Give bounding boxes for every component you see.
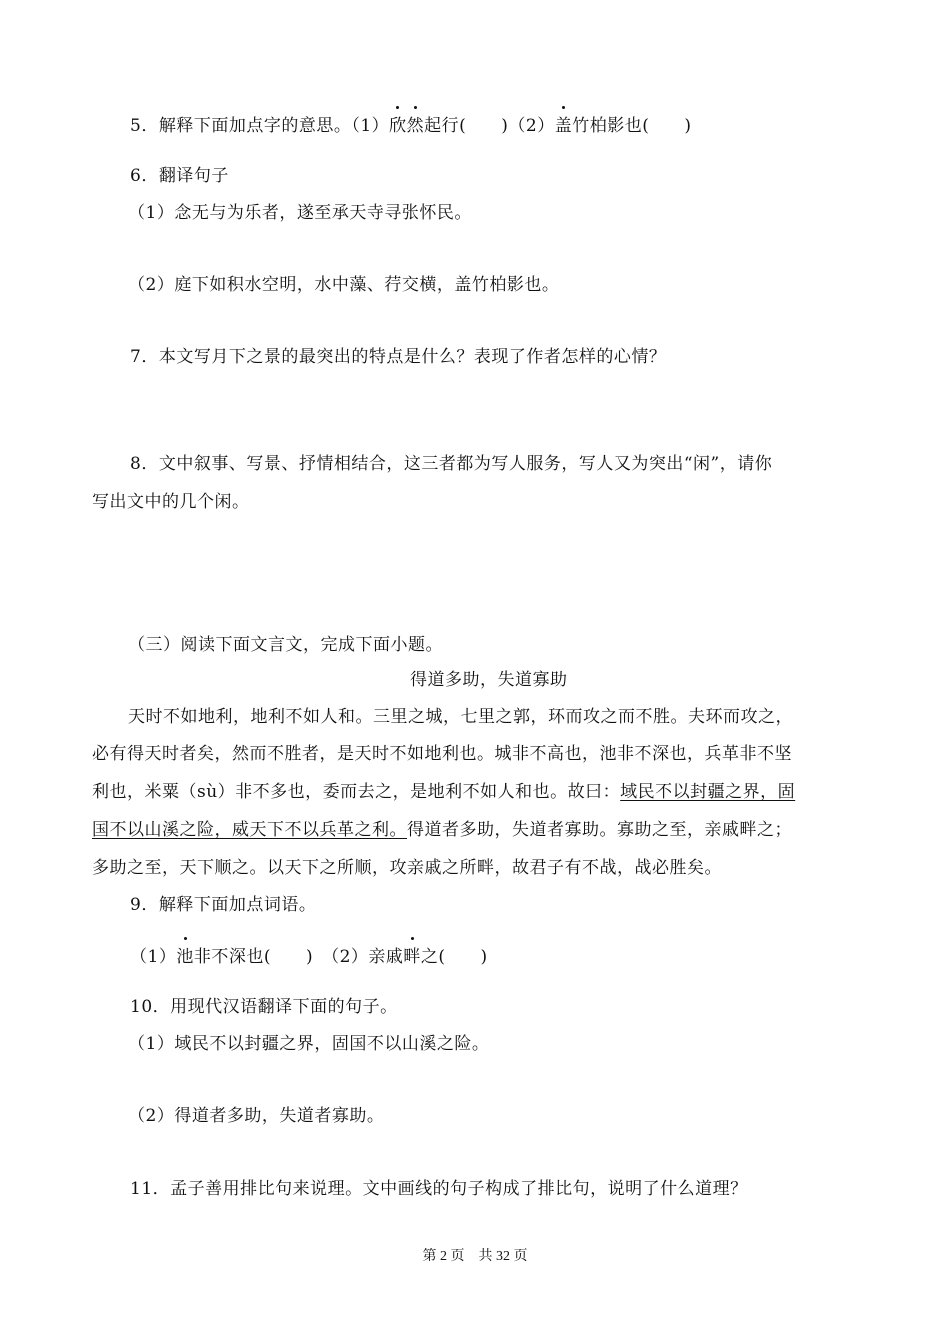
q5-dotted-char-3: 盖 (554, 116, 573, 136)
q5-item2-rest: 竹柏影也( ) (572, 116, 692, 136)
passage-line-4 (92, 819, 792, 841)
passage-underlined-2: 国不以山溪之险，威天下不以兵革之利。 (92, 820, 407, 840)
q9-dotted-char-1: 池 (176, 947, 194, 967)
passage-underlined-1: 域民不以封疆之界，固 (620, 782, 796, 802)
question-9-title: 9．解释下面加点词语。 (130, 895, 317, 915)
passage-title: 得道多助，失道寡助 (410, 670, 568, 690)
question-8-line-1: 8．文中叙事、写景、抒情相结合，这三者都为写人服务，写人又为突出“闲”，请你 (130, 454, 773, 474)
question-5 (130, 115, 692, 137)
passage-line-4-text: 得道者多助，失道者寡助。寡助之至，亲戚畔之； (407, 820, 792, 840)
q5-dotted-char-1: 欣 (389, 116, 407, 136)
q5-item2-label: （2） (508, 116, 555, 136)
q9-item1-rest: 非不深也( ) (193, 947, 331, 967)
passage-line-3 (92, 781, 795, 803)
question-6-sentence-2: （2）庭下如积水空明，水中藻、荇交横，盖竹柏影也。 (128, 275, 560, 295)
question-8-line-2: 写出文中的几个闲。 (92, 492, 250, 512)
page-footer: 第 2 页 共 32 页 (422, 1249, 528, 1264)
section-3-intro: （三）阅读下面文言文，完成下面小题。 (128, 635, 443, 655)
question-7: 7．本文写月下之景的最突出的特点是什么？表现了作者怎样的心情？ (130, 347, 667, 367)
passage-line-3-text: 利也，米粟（sù）非不多也，委而去之，是地利不如人和也。故曰： (92, 782, 621, 802)
q5-item1-rest: 起行( ) (424, 116, 509, 136)
question-6-sentence-1: （1）念无与为乐者，遂至承天寺寻张怀民。 (128, 203, 472, 223)
question-10-title: 10．用现代汉语翻译下面的句子。 (130, 997, 398, 1017)
q9-item2-rest: 之( ) (420, 947, 488, 967)
q9-item2-label: （2）亲戚 (330, 947, 404, 967)
q5-dotted-char-2: 然 (406, 116, 425, 136)
passage-line-2: 必有得天时者矣，然而不胜者，是天时不如地利也。城非不高也，池非不深也，兵革非不坚 (92, 744, 792, 764)
q9-dotted-char-2: 畔 (403, 947, 421, 967)
passage-line-1: 天时不如地利，地利不如人和。三里之城，七里之郭，环而攻之而不胜。夫环而攻之， (128, 707, 793, 727)
q9-item1-label: （1） (130, 947, 177, 967)
question-10-sentence-2: （2）得道者多助，失道者寡助。 (128, 1106, 385, 1126)
question-9-items (130, 946, 488, 968)
q5-prefix: 5．解释下面加点字的意思。（1） (130, 116, 390, 136)
question-11: 11．孟子善用排比句来说理。文中画线的句子构成了排比句，说明了什么道理？ (130, 1179, 748, 1199)
question-10-sentence-1: （1）域民不以封疆之界，固国不以山溪之险。 (128, 1034, 490, 1054)
passage-line-5: 多助之至，天下顺之。以天下之所顺，攻亲戚之所畔，故君子有不战，战必胜矣。 (92, 858, 722, 878)
question-6-title: 6．翻译句子 (130, 166, 229, 186)
